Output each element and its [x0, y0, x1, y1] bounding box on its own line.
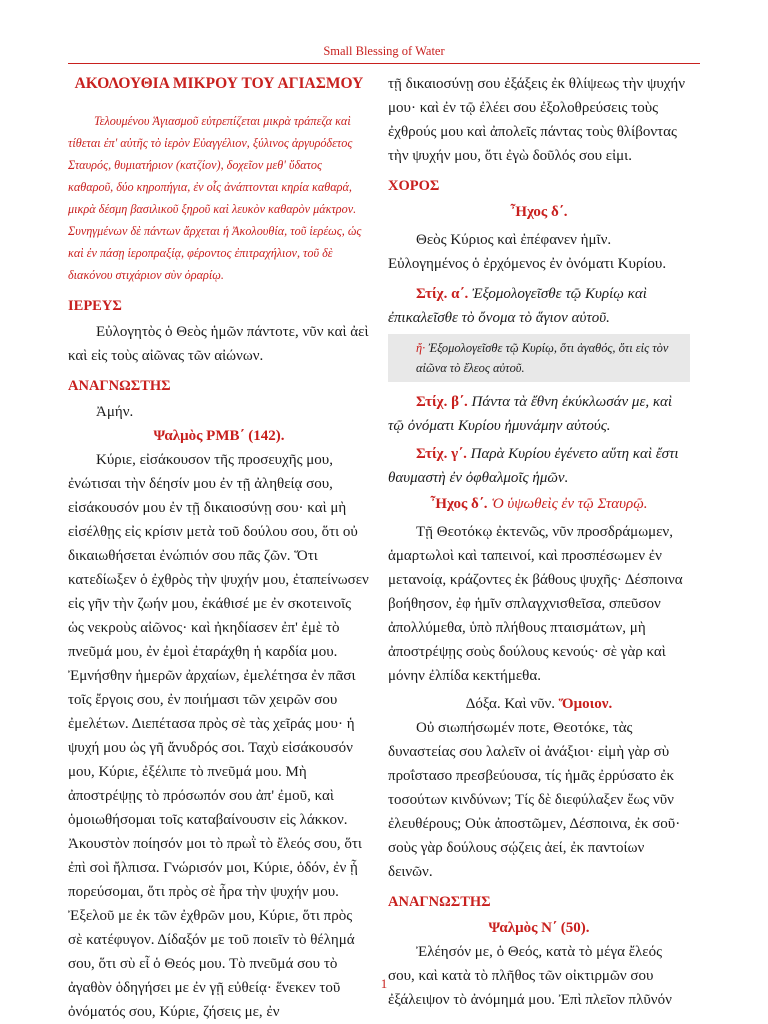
theos-kyrios-text: Θεὸς Κύριος καὶ ἐπέφανεν ἡμῖν. Εὐλογημένος ὁ ἐρχόμενος ἐν ὀνόματι Κυρίου. [388, 232, 667, 272]
doxa-text: Δόξα. Καὶ νῦν. [465, 696, 556, 712]
tone-heading: Ἦχος δ΄. [510, 204, 568, 220]
alt-refrain [388, 334, 690, 382]
header-rule [68, 63, 700, 64]
verse-3-text: Παρὰ Κυρίου ἐγένετο αὕτη καὶ ἔστι θαυμαστὴ ἐν ὀφθαλμοῖς ἡμῶν. [388, 446, 679, 486]
psalm-50-title: Ψαλμὸς Ν΄ (50). [488, 920, 590, 936]
role-choir: ΧΟΡΟΣ [388, 178, 440, 194]
homoion-label: Ὅμοιον. [558, 696, 613, 712]
doxa-line [388, 692, 690, 716]
running-header: Small Blessing of Water [323, 44, 445, 58]
psalm-50-text: Ἐλέησόν με, ὁ Θεός, κατὰ τὸ μέγα ἔλεός σου, καὶ κατὰ τὸ πλῆθος τῶν οἰκτιρμῶν σου ἐξάλειψον τὸ ἀνόμημά μου. Ἐπὶ πλεῖον πλῦνόν [388, 944, 672, 1008]
troparion-1: Τῇ Θεοτόκῳ ἐκτενῶς, νῦν προσδράμωμεν, ἁμαρτωλοὶ καὶ ταπεινοί, καὶ προσπέσωμεν ἐν μετανοίᾳ, κράζοντες ἐκ βάθους ψυχῆς· Δέσποινα βοήθησον, ἐφ ἡμῖν σπλαγχνισθεῖσα, σπεῦσον ἀπολλύμεθα, ὑπὸ πλήθους πταισμάτων, μὴ ἀποστρέψῃς σοὺς δούλους κενούς· σὲ γὰρ καὶ μόνην ἐλπίδα κεκτήμεθα. [388, 524, 683, 684]
role-reader-2: ΑΝΑΓΝΩΣΤΗΣ [388, 894, 491, 910]
verse-1-text: Ἐξομολογεῖσθε τῷ Κυρίῳ καὶ ἐπικαλεῖσθε τὸ ὄνομα τὸ ἅγιον αὐτοῦ. [388, 286, 647, 326]
psalm-142-title: Ψαλμὸς ΡΜΒ΄ (142). [153, 428, 285, 444]
verse-2-label: Στίχ. β΄. [416, 394, 468, 410]
tone-2-label: Ἦχος δ΄. [430, 496, 488, 512]
troparion-2: Οὐ σιωπήσωμέν ποτε, Θεοτόκε, τὰς δυναστείας σου λαλεῖν οἱ ἀνάξιοι· εἰμὴ γὰρ σὺ προΐστασο πρεσβεύουσα, τίς ἡμᾶς ἐρρύσατο ἐκ τοσούτων κινδύνων; Τίς δὲ διεφύλαξεν ἕως νῦν ἐλευθέρους; Οὐκ ἀποστῶμεν, Δέσποινα, ἐκ σοῦ· σοὺς γὰρ δούλους σῴζεις ἀεί, ἐκ παντοίων δεινῶν. [388, 720, 681, 880]
page-number: 1 [380, 976, 388, 991]
amen-text: Ἀμήν. [96, 404, 134, 420]
blessing-text: Εὐλογητὸς ὁ Θεὸς ἡμῶν πάντοτε, νῦν καὶ ἀεὶ καὶ εἰς τοὺς αἰῶνας τῶν αἰώνων. [68, 324, 369, 364]
opening-rubric: Τελουμένου Ἁγιασμοῦ εὐτρεπίζεται μικρὰ τράπεζα καὶ τίθεται ἐπ' αὐτῆς τὸ ἱερὸν Εὐαγγέλιον, ξύλινος ἀργυρόδετος Σταυρός, θυμιατήριον (κατζίον), δοχεῖον μεθ' ὕδατος καθαροῦ, δύο κηροπήγια, ἐν οἷς ἀνάπτονται κηρία καθαρά, μικρὰ δέσμη βασιλικοῦ ξηροῦ καὶ λευκὸν καθαρὸν μάκτρον. Συνηγμένων δὲ πάντων ἄρχεται ἡ Ἀκολουθία, τοῦ ἱερέως, ὡς καὶ ἐν πάσῃ ἱεροπραξίᾳ, φέροντος ἐπιτραχήλιον, τοῦ δὲ διακόνου στιχάριον σὺν ὀραρίῳ. [68, 114, 362, 282]
right-column [388, 72, 690, 1012]
verse-3-label: Στίχ. γ΄. [416, 446, 467, 462]
tone-melody-heading [388, 492, 690, 516]
verse-2-text: Πάντα τὰ ἔθνη ἐκύκλωσάν με, καὶ τῷ ὀνόματι Κυρίου ἠμυνάμην αὐτούς. [388, 394, 673, 434]
left-column [68, 72, 370, 1024]
psalm-142-text: Κύριε, εἰσάκουσον τῆς προσευχῆς μου, ἐνώτισαι τὴν δέησίν μου ἐν τῇ ἀληθείᾳ σου, εἰσάκουσόν μου ἐν τῇ δικαιοσύνῃ σου· καὶ μὴ εἰσέλθῃς εἰς κρίσιν μετὰ τοῦ δούλου σου, ὅτι οὐ δικαιωθήσεται ἐνώπιόν σου πᾶς ζῶν. Ὅτι κατεδίωξεν ὁ ἐχθρὸς τὴν ψυχήν μου, ἐταπείνωσεν εἰς γῆν τὴν ζωήν μου, ἐκάθισέ με ἐν σκοτεινοῖς ὡς νεκροὺς αἰῶνος· καὶ ἠκηδίασεν ἐπ' ἐμὲ τὸ πνεῦμά μου, ἐν ἐμοὶ ἐταράχθη ἡ καρδία μου. Ἐμνήσθην ἡμερῶν ἀρχαίων, ἐμελέτησα ἐν πᾶσι τοῖς ἔργοις σου, ἐν ποιήμασι τῶν χειρῶν σου ἐμελέτων. Διεπέτασα πρὸς σὲ τὰς χεῖράς μου· ἡ ψυχή μου ὡς γῆ ἄνυδρός σοι. Ταχὺ εἰσάκουσόν μου, Κύριε, ἐξέλιπε τὸ πνεῦμά μου. Μὴ ἀποστρέψῃς τὸ πρόσωπόν σου ἀπ' ἐμοῦ, καὶ ὁμοιωθήσομαι τοῖς καταβαίνουσιν εἰς λάκκον. Ἀκουστὸν ποίησόν μοι τὸ πρωῒ τὸ ἔλεός σου, ὅτι ἐπὶ σοὶ ἤλπισα. Γνώρισόν μοι, Κύριε, ὁδόν, ἐν ᾗ πορεύσομαι, ὅτι πρὸς σὲ ἦρα τὴν ψυχήν μου. Ἐξελοῦ με ἐκ τῶν ἐχθρῶν μου, Κύριε, ὅτι πρὸς σὲ κατέφυγον. Δίδαξόν με τοῦ ποιεῖν τὸ θέλημά σου, ὅτι σὺ εἶ ὁ Θεός μου. Τὸ πνεῦμά σου τὸ ἀγαθὸν ὁδηγήσει με ἐν γῇ εὐθείᾳ· ἕνεκεν τοῦ ὀνόματός σου, Κύριε, ζήσεις με, ἐν [68, 452, 369, 1020]
alt-refrain-label: ἤ· [416, 341, 426, 355]
verse-1 [388, 282, 690, 330]
service-title: ΑΚΟΛΟΥΘΙΑ ΜΙΚΡΟΥ ΤΟΥ ΑΓΙΑΣΜΟΥ [74, 75, 364, 92]
verse-3 [388, 442, 690, 490]
verse-1-label: Στίχ. α΄. [416, 286, 469, 302]
verse-2 [388, 390, 690, 438]
alt-refrain-text: Ἐξομολογεῖσθε τῷ Κυρίῳ, ὅτι ἀγαθός, ὅτι εἰς τὸν αἰῶνα τὸ ἔλεος αὐτοῦ. [416, 341, 669, 375]
role-reader: ΑΝΑΓΝΩΣΤΗΣ [68, 378, 171, 394]
role-priest: ΙΕΡΕΥΣ [68, 298, 122, 314]
psalm-142-continued: τῇ δικαιοσύνῃ σου ἐξάξεις ἐκ θλίψεως τὴν ψυχήν μου· καὶ ἐν τῷ ἐλέει σου ἐξολοθρεύσεις τοὺς ἐχθρούς μου καὶ ἀπολεῖς πάντας τοὺς θλίβοντας τὴν ψυχήν μου, ὅτι ἐγὼ δοῦλός σου εἰμι. [388, 76, 686, 164]
tone-2-melody: Ὁ ὑψωθεὶς ἐν τῷ Σταυρῷ. [491, 496, 648, 512]
